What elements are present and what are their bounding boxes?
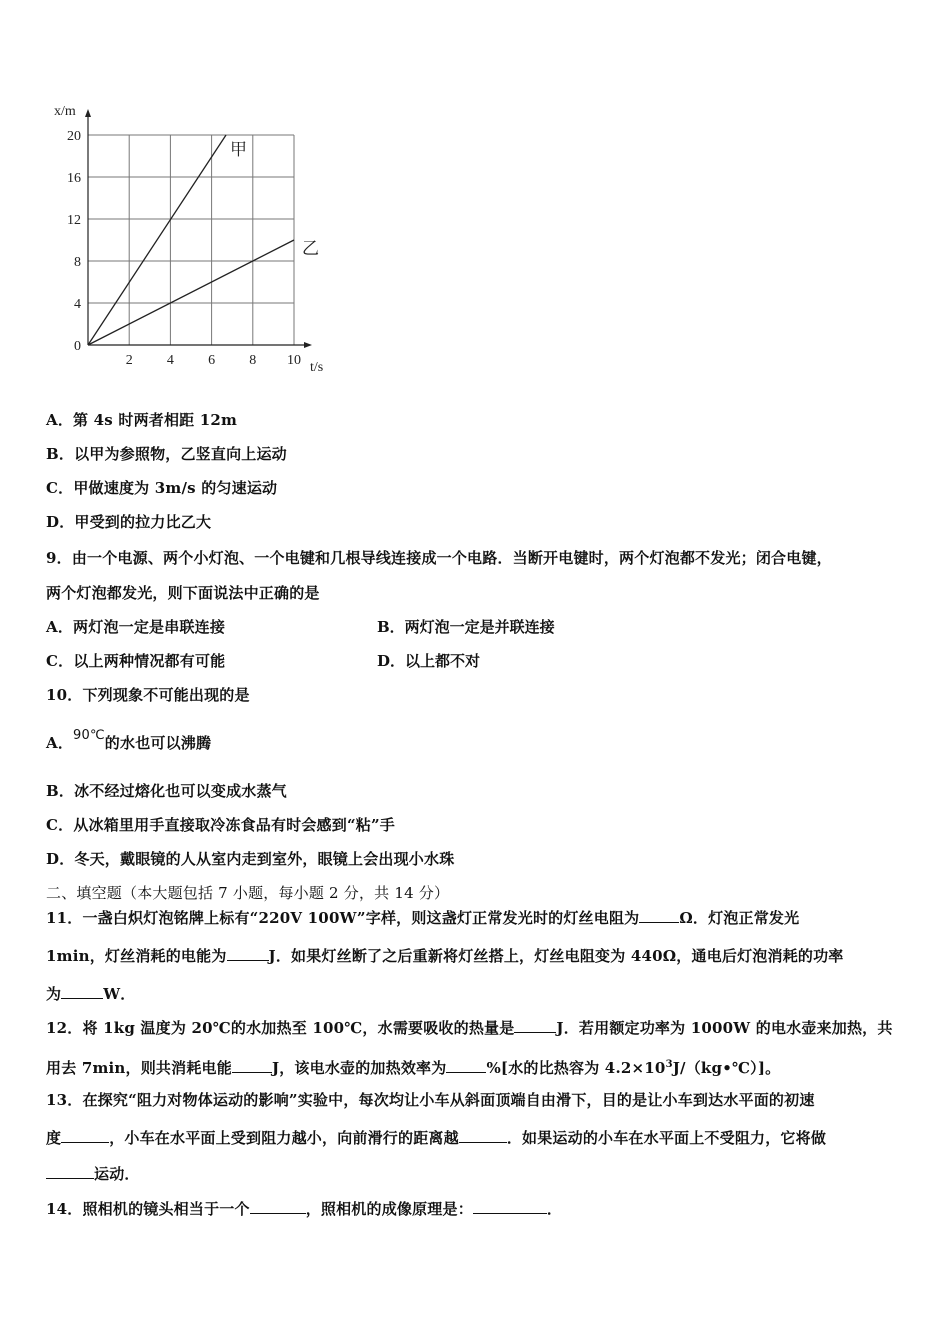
q12-line1	[46, 1018, 893, 1038]
q9-option-d: D．以上都不对	[377, 652, 481, 670]
q12-text-1a: 12．将 1kg 温度为 20℃的水加热至 100℃，水需要吸收的热量是	[46, 1019, 515, 1037]
x-tick-label: 2	[125, 353, 133, 368]
x-axis-arrow	[304, 342, 312, 348]
q11-text-1b: Ω．灯泡正常发光	[679, 909, 800, 927]
q9-stem-line1: 9．由一个电源、两个小灯泡、一个电键和几根导线连接成一个电路．当断开电键时，两个灯泡都不发光；闭合电键，	[46, 549, 832, 567]
q11-text-3a: 为	[46, 985, 62, 1003]
chart-axes	[85, 109, 312, 348]
x-tick-label: 10	[287, 353, 301, 368]
section-2-title: 二、填空题（本大题包括 7 小题，每小题 2 分，共 14 分）	[46, 884, 450, 902]
q13-blank-2[interactable]	[459, 1128, 507, 1143]
y-tick-label: 0	[74, 339, 81, 354]
q14-blank-2[interactable]	[473, 1199, 547, 1214]
q12-text-2c: %[水的比热容为 4.2×10	[486, 1059, 666, 1077]
q13-text-2b: ，小车在水平面上受到阻力越小，向前滑行的距离越	[109, 1129, 459, 1147]
q12-text-2b: J，该电水壶的加热效率为	[271, 1059, 447, 1077]
q13-text-2c: ．如果运动的小车在水平面上不受阻力，它将做	[506, 1129, 827, 1147]
q12-text-2a: 用去 7min，则共消耗电能	[46, 1059, 232, 1077]
q10-stem: 10．下列现象不可能出现的是	[46, 686, 250, 704]
q12-text-2d: J/（kg•℃）]。	[672, 1059, 781, 1077]
chart-grid	[88, 135, 294, 345]
x-tick-label: 4	[166, 353, 174, 368]
q13-text-2a: 度	[46, 1129, 62, 1147]
q10-option-a-temp: 90℃	[73, 728, 105, 743]
q9-option-b: B．两灯泡一定是并联连接	[377, 618, 555, 636]
q11-blank-1[interactable]	[639, 908, 679, 923]
q9-stem-line2: 两个灯泡都发光，则下面说法中正确的是	[46, 584, 320, 602]
q11-text-1a: 11．一盏白炽灯泡铭牌上标有“220V 100W”字样，则这盏灯正常发光时的灯丝电阻为	[46, 909, 640, 927]
q11-text-2b: J．如果灯丝断了之后重新将灯丝搭上，灯丝电阻变为 440Ω，通电后灯泡消耗的功率	[268, 947, 844, 965]
q12-blank-3[interactable]	[446, 1058, 486, 1073]
q12-line2	[46, 1055, 780, 1078]
q8-option-a: A．第 4s 时两者相距 12m	[46, 411, 238, 429]
q10-option-a-suffix: 的水也可以沸腾	[104, 734, 212, 752]
series-line-1	[88, 135, 226, 345]
q12-exponent: 3	[665, 1059, 673, 1070]
q11-text-3b: W．	[103, 985, 136, 1003]
q11-line1	[46, 908, 799, 928]
y-axis-arrow	[85, 109, 91, 117]
q8-option-d: D．甲受到的拉力比乙大	[46, 513, 212, 531]
q13-line1: 13．在探究“阻力对物体运动的影响”实验中，每次均让小车从斜面顶端自由滑下，目的是让小车到达水平面的初速	[46, 1091, 815, 1109]
q13-line2	[46, 1128, 826, 1148]
series-line-2	[88, 240, 294, 345]
q12-blank-1[interactable]	[514, 1018, 556, 1033]
y-axis-label: x/m	[54, 104, 76, 119]
q13-line3	[46, 1164, 140, 1184]
q14-line	[46, 1199, 562, 1219]
q14-text-b: ，照相机的成像原理是：	[305, 1200, 473, 1218]
q9-option-a: A．两灯泡一定是串联连接	[46, 618, 226, 636]
q12-text-1b: J．若用额定功率为 1000W 的电水壶来加热，共	[556, 1019, 893, 1037]
q14-blank-1[interactable]	[250, 1199, 306, 1214]
q11-line2	[46, 946, 844, 966]
q13-text-3b: 运动．	[94, 1165, 140, 1183]
y-tick-label: 12	[67, 213, 81, 228]
q11-line3	[46, 984, 135, 1004]
q8-option-b: B．以甲为参照物，乙竖直向上运动	[46, 445, 287, 463]
q14-text-a: 14．照相机的镜头相当于一个	[46, 1200, 250, 1218]
y-tick-label: 8	[74, 255, 81, 270]
q11-blank-3[interactable]	[61, 984, 103, 999]
q10-option-a	[46, 728, 212, 755]
q13-blank-1[interactable]	[61, 1128, 109, 1143]
series-label-2: 乙	[302, 239, 319, 258]
q10-option-d: D．冬天，戴眼镜的人从室内走到室外，眼镜上会出现小水珠	[46, 850, 455, 868]
q12-blank-2[interactable]	[232, 1058, 272, 1073]
x-tick-label: 8	[249, 353, 257, 368]
q10-option-b: B．冰不经过熔化也可以变成水蒸气	[46, 782, 287, 800]
q13-blank-3[interactable]	[46, 1164, 94, 1179]
q10-option-c: C．从冰箱里用手直接取冷冻食品有时会感到“粘”手	[46, 816, 395, 834]
y-tick-label: 20	[67, 129, 81, 144]
q9-option-c: C．以上两种情况都有可能	[46, 652, 226, 670]
y-tick-label: 4	[74, 297, 81, 312]
position-time-chart	[40, 96, 340, 381]
q11-text-2a: 1min，灯丝消耗的电能为	[46, 947, 227, 965]
series-label-1: 甲	[230, 140, 248, 159]
y-tick-label: 16	[67, 171, 81, 186]
q11-blank-2[interactable]	[227, 946, 269, 961]
q8-option-c: C．甲做速度为 3m/s 的匀速运动	[46, 479, 278, 497]
x-axis-label: t/s	[310, 360, 324, 375]
q10-option-a-prefix: A．	[46, 734, 74, 752]
x-tick-label: 6	[208, 353, 216, 368]
chart-series	[88, 135, 294, 345]
q14-text-c: ．	[546, 1200, 563, 1218]
